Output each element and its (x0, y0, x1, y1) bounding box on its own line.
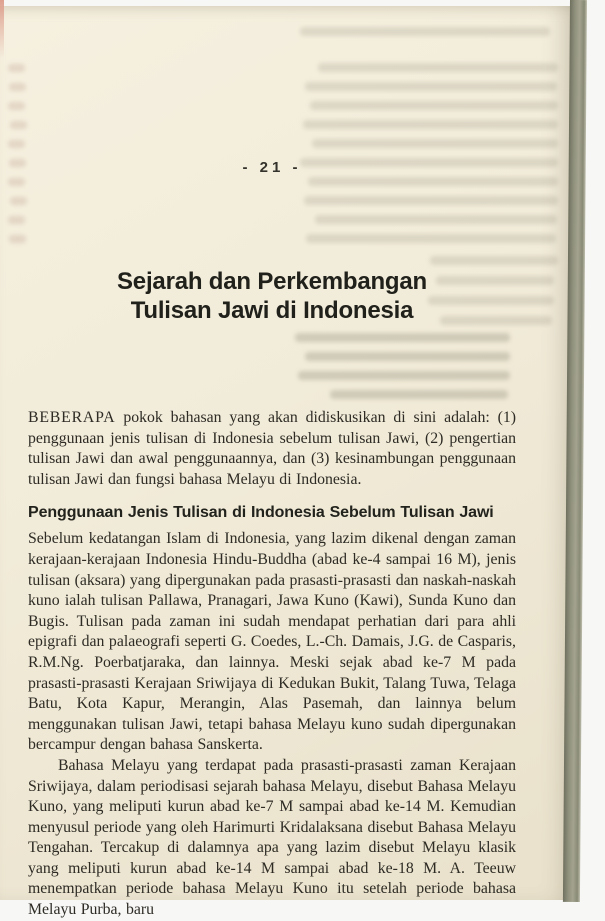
bleed-through-line (312, 139, 558, 148)
intro-paragraph-text: pokok bahasan yang akan didiskusikan di sini adalah: (1) penggunaan jenis tulisan di Indonesia sebelum tulisan Jawi, (2) pengertian tulisan Jawi dan awal penggunaannya, dan (3) kesinambungan penggunaan tulisan Jawi dan fungsi bahasa Melayu di Indonesia. (28, 409, 517, 488)
bleed-through-mark (9, 235, 26, 243)
section-heading: Penggunaan Jenis Tulisan di Indonesia Sebelum Tulisan Jawi (28, 504, 494, 522)
bleed-through-line (305, 352, 510, 361)
bleed-through-mark (9, 159, 26, 167)
paragraph-bahasa-melayu: Bahasa Melayu yang terdapat pada prasasti-prasasti zaman Kerajaan Sriwijaya, dalam periodisasi sejarah bahasa Melayu, disebut Bahasa Melayu Kuno, yang meliputi kurun abad ke-7 M sampai abad ke-14 M. Kemudian menyusul periode yang oleh Harimurti Kridalaksana disebut Bahasa Melayu Tengahan. Tercakup di dalamnya apa yang lazim disebut Melayu klasik yang meliputi kurun abad ke-14 M sampai abad ke-18 M. A. Teeuw menempatkan periode bahasa Melayu Kuno itu setelah periode bahasa Melayu Purba, baru (28, 756, 516, 919)
chapter-title (28, 267, 516, 325)
bleed-through-line (330, 390, 508, 399)
bleed-through-line (430, 256, 558, 265)
bleed-through-mark (8, 216, 25, 224)
bleed-through-line (300, 27, 550, 36)
bleed-through-mark (10, 197, 27, 205)
bleed-through-line (298, 371, 510, 380)
bleed-through-mark (8, 178, 25, 186)
bleed-through-line (318, 63, 558, 72)
chapter-title-line1: Sejarah dan Perkembangan (117, 268, 427, 295)
chapter-title-line2: Tulisan Jawi di Indonesia (130, 297, 414, 324)
bleed-through-mark (8, 102, 25, 110)
bleed-through-mark (10, 121, 27, 129)
paragraph-pre-islam: Sebelum kedatangan Islam di Indonesia, yang lazim dikenal dengan zaman kerajaan-kerajaan Indonesia Hindu-Buddha (abad ke-4 sampai 16 M), jenis tulisan (aksara) yang dipergunakan pada prasasti-prasasti dan naskah-naskah kuno ialah tulisan Pallawa, Pranagari, Jawa Kuno (Kawi), Sunda Kuno dan Bugis. Tulisan pada zaman ini sudah mendapat perhatian dari para ahli epigrafi dan palaeografi seperti G. Coedes, L.-Ch. Damais, J.G. de Casparis, R.M.Ng. Poerbatjaraka, dan lainnya. Meski sejak abad ke-7 M pada prasasti-prasasti Kerajaan Sriwijaya di Kedukan Bukit, Talang Tuwa, Telaga Batu, Kota Kapur, Merangin, Alas Pasemah, dan lainnya belum menggunakan tulisan Jawi, tetapi bahasa Melayu kuno sudah dipergunakan bercampur dengan bahasa Sanskerta. (28, 530, 516, 754)
bleed-through-line (315, 215, 557, 224)
bleed-through-line (304, 196, 558, 205)
intro-lead-word: BEBERAPA (28, 409, 116, 426)
bleed-through-line (306, 234, 556, 243)
bleed-through-line (308, 177, 558, 186)
page-number: - 21 - (242, 159, 302, 176)
bleed-through-line (310, 101, 558, 110)
page-corner-tint (0, 0, 4, 58)
bleed-through-mark (8, 140, 25, 148)
body-text-block (28, 408, 516, 921)
book-page (0, 6, 572, 919)
intro-paragraph (28, 408, 516, 490)
bleed-through-line (303, 120, 558, 129)
bleed-through-line (295, 333, 510, 342)
bleed-through-mark (8, 64, 25, 72)
bleed-through-line (305, 82, 557, 91)
bleed-through-mark (9, 83, 26, 91)
